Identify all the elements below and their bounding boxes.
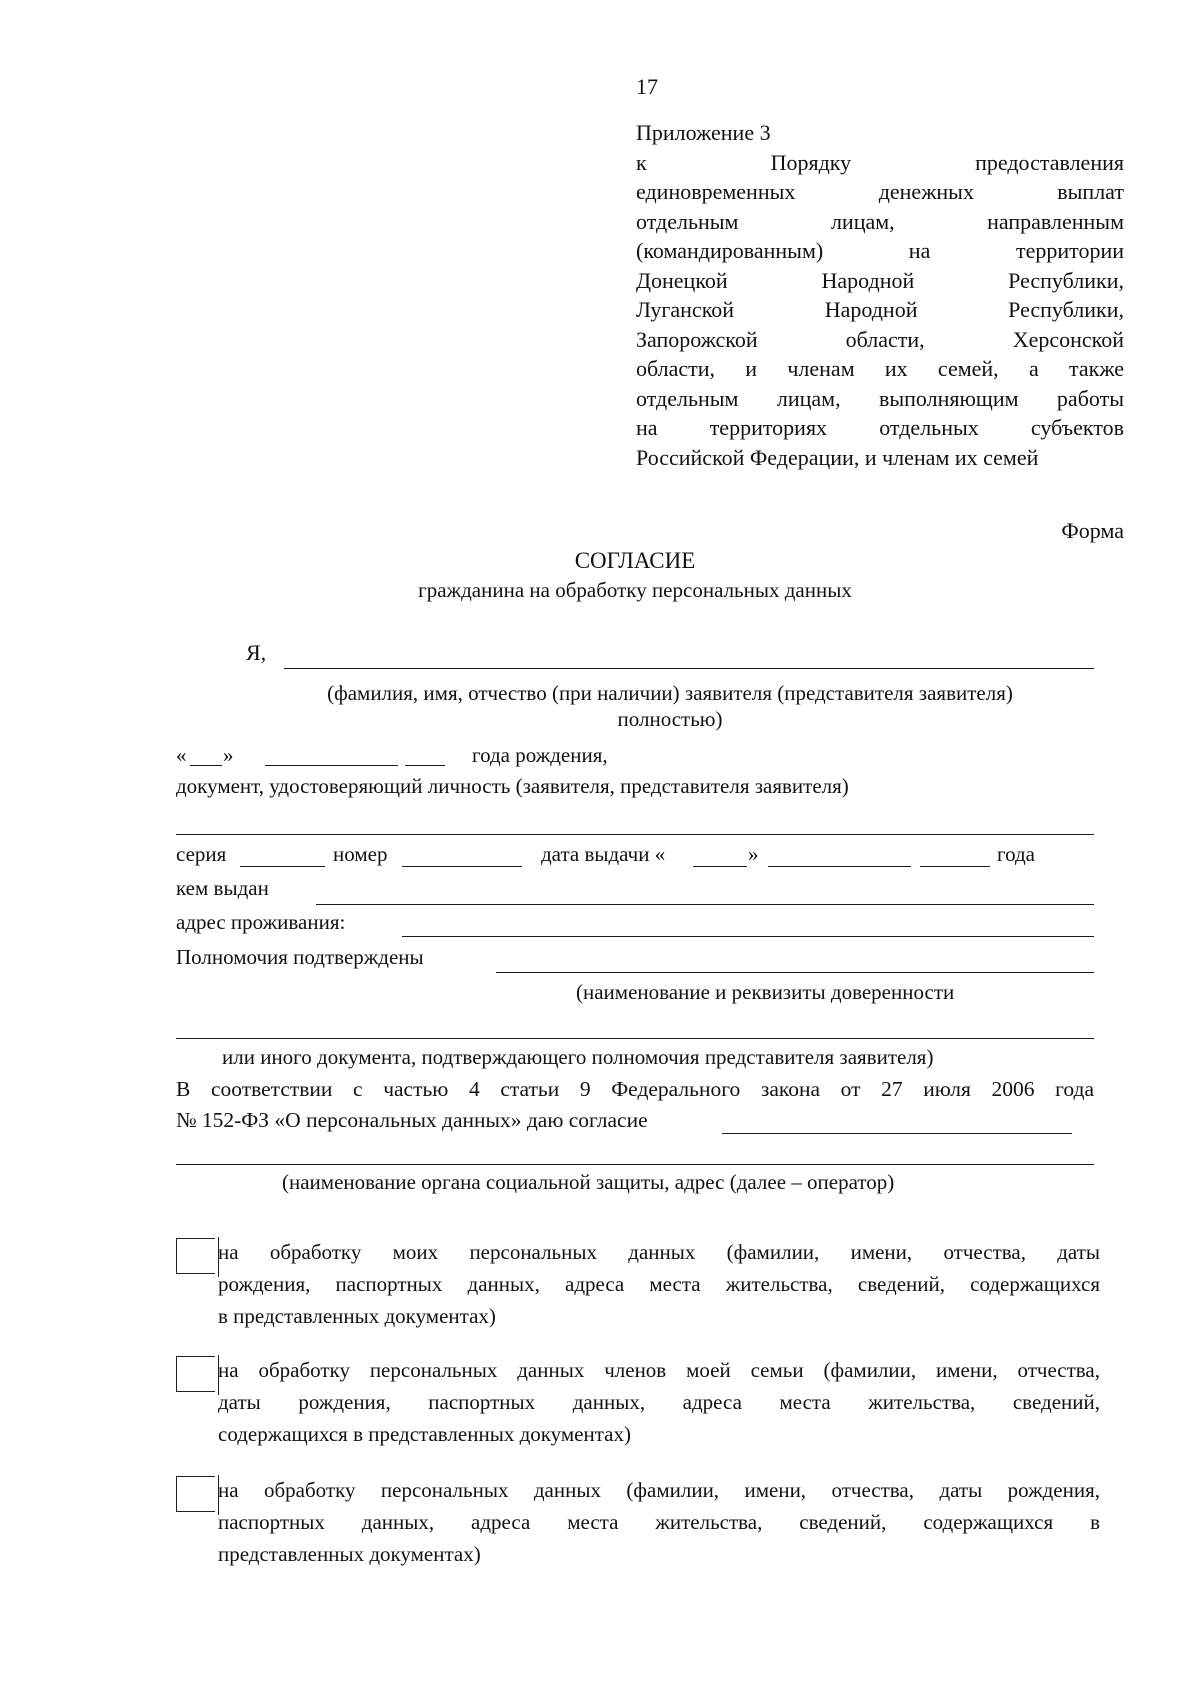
consent-option-line: представленных документах) bbox=[218, 1542, 481, 1566]
year-label: года bbox=[997, 842, 1035, 866]
consent-checkbox[interactable] bbox=[176, 1238, 215, 1274]
birth-day-field[interactable] bbox=[190, 765, 222, 766]
consent-option-line: в представленных документах) bbox=[218, 1304, 496, 1328]
consent-checkbox[interactable] bbox=[176, 1476, 215, 1512]
consent-option-text bbox=[218, 1236, 1100, 1332]
document-title: СОГЛАСИЕ bbox=[574, 548, 696, 573]
id-document-field[interactable] bbox=[176, 834, 1094, 835]
issue-year-field[interactable] bbox=[920, 866, 990, 867]
appendix-line: отдельным лицам, выполняющим работы bbox=[636, 385, 1124, 411]
address-label: адрес проживания: bbox=[176, 910, 346, 934]
issue-date-label: дата выдачи « bbox=[541, 842, 666, 866]
appendix-block bbox=[636, 118, 1124, 472]
page-number: 17 bbox=[636, 74, 658, 99]
birth-open-quote: « bbox=[176, 743, 187, 767]
consent-text-cont: № 152-ФЗ «О персональных данных» даю согласие bbox=[176, 1108, 648, 1132]
consent-option-text bbox=[218, 1354, 1100, 1450]
authority-hint: (наименование и реквизиты доверенности bbox=[576, 980, 955, 1004]
authority-hint-cont: или иного документа, подтверждающего полномочия представителя заявителя) bbox=[222, 1045, 934, 1069]
appendix-line: Донецкой Народной Республики, bbox=[636, 267, 1124, 293]
i-label: Я, bbox=[246, 640, 267, 665]
consent-option-text bbox=[218, 1474, 1100, 1570]
consent-option-line: даты рождения, паспортных данных, адреса места жительства, сведений, bbox=[218, 1390, 1100, 1414]
number-label: номер bbox=[333, 842, 388, 866]
operator-field[interactable] bbox=[722, 1133, 1072, 1134]
appendix-line: области, и членам их семей, а также bbox=[636, 356, 1124, 381]
issued-by-label: кем выдан bbox=[176, 876, 269, 900]
appendix-line: единовременных денежных выплат bbox=[636, 179, 1124, 204]
form-label: Форма bbox=[1061, 518, 1124, 543]
consent-option-line: на обработку моих персональных данных (фамилии, имени, отчества, даты bbox=[218, 1240, 1100, 1264]
id-document-label: документ, удостоверяющий личность (заявителя, представителя заявителя) bbox=[176, 774, 849, 798]
birth-month-field[interactable] bbox=[265, 765, 398, 766]
applicant-name-field[interactable] bbox=[284, 668, 1094, 669]
number-field[interactable] bbox=[402, 866, 522, 867]
appendix-line: Российской Федерации, и членам их семей bbox=[636, 444, 1039, 470]
issue-month-field[interactable] bbox=[768, 866, 911, 867]
consent-option-line: рождения, паспортных данных, адреса места жительства, сведений, содержащихся bbox=[218, 1272, 1100, 1296]
appendix-line: к Порядку предоставления bbox=[636, 149, 1124, 175]
authority-label: Полномочия подтверждены bbox=[176, 945, 424, 969]
issue-day-field[interactable] bbox=[693, 866, 747, 867]
birth-close-quote: » bbox=[223, 743, 234, 767]
appendix-line: на территориях отдельных субъектов bbox=[636, 415, 1124, 440]
operator-field-cont[interactable] bbox=[176, 1164, 1094, 1165]
appendix-line: отдельным лицам, направленным bbox=[636, 208, 1124, 234]
consent-option-line: содержащихся в представленных документах) bbox=[218, 1422, 631, 1446]
series-label: серия bbox=[176, 842, 227, 866]
appendix-line: Приложение 3 bbox=[636, 120, 771, 145]
name-hint: (фамилия, имя, отчество (при наличии) заявителя (представителя заявителя) bbox=[327, 681, 1013, 705]
consent-option-line: на обработку персональных данных (фамилии, имени, отчества, даты рождения, bbox=[218, 1478, 1100, 1502]
consent-text: В соответствии с частью 4 статьи 9 Федерального закона от 27 июля 2006 года bbox=[176, 1077, 1094, 1101]
issued-by-field[interactable] bbox=[316, 904, 1094, 905]
appendix-line: (командированным) на территории bbox=[636, 238, 1124, 263]
consent-option-line: на обработку персональных данных членов моей семьи (фамилии, имени, отчества, bbox=[218, 1358, 1100, 1382]
consent-checkbox[interactable] bbox=[176, 1356, 215, 1392]
series-field[interactable] bbox=[240, 866, 325, 867]
address-field[interactable] bbox=[402, 936, 1094, 937]
authority-document-field[interactable] bbox=[176, 1038, 1094, 1039]
document-subtitle: гражданина на обработку персональных данных bbox=[418, 578, 852, 602]
name-hint-cont: полностью) bbox=[617, 707, 723, 731]
birth-label: года рождения, bbox=[472, 743, 608, 767]
consent-option-line: паспортных данных, адреса места жительства, сведений, содержащихся в bbox=[218, 1510, 1100, 1534]
operator-hint: (наименование органа социальной защиты, адрес (далее – оператор) bbox=[282, 1170, 895, 1194]
issue-close-quote: » bbox=[748, 842, 759, 866]
birth-year-field[interactable] bbox=[405, 765, 445, 766]
appendix-line: Запорожской области, Херсонской bbox=[636, 326, 1124, 352]
appendix-line: Луганской Народной Республики, bbox=[636, 297, 1124, 322]
authority-field[interactable] bbox=[496, 972, 1094, 973]
